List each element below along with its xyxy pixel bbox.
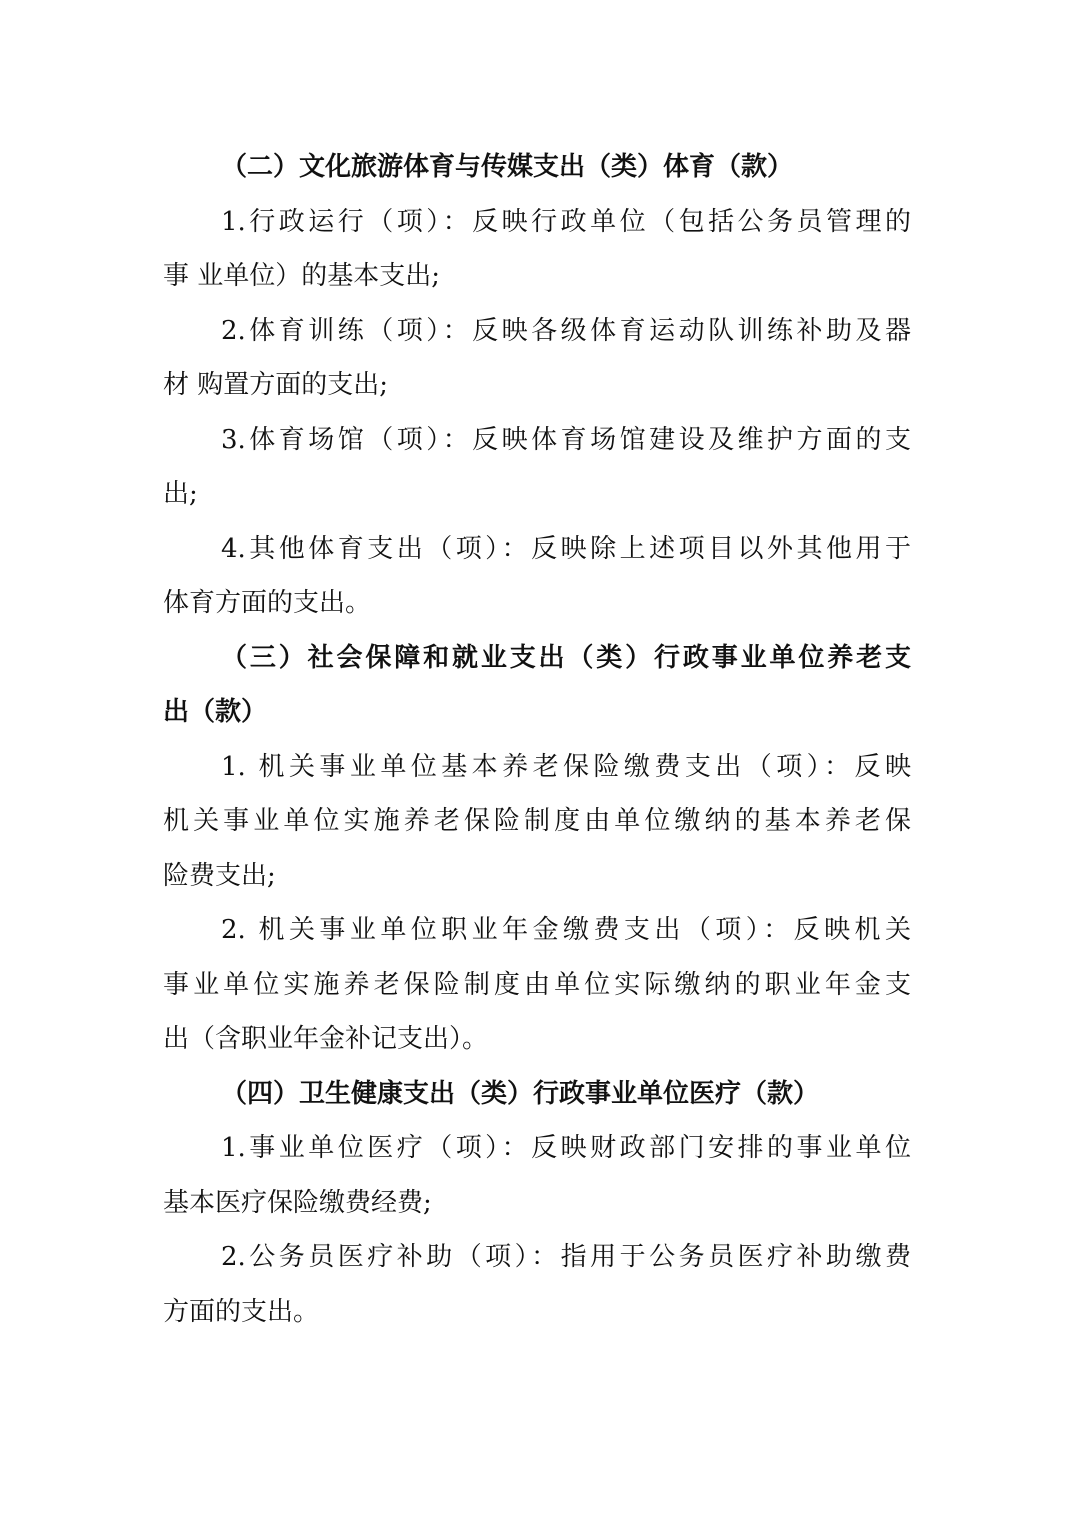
paragraph-line: 4.其他体育支出（项）：反映除上述项目以外其他用于 (221, 533, 911, 564)
document-page (163, 140, 911, 1339)
section-heading-line: （二）文化旅游体育与传媒支出（类）体育（款） (221, 152, 794, 182)
paragraph-line: 体育方面的支出。 (163, 588, 372, 618)
paragraph-line: 1.行政运行（项）：反映行政单位（包括公务员管理的 (221, 206, 911, 237)
paragraph-line: 事 业单位）的基本支出; (163, 261, 441, 291)
paragraph-line: 1.事业单位医疗（项）：反映财政部门安排的事业单位 (221, 1133, 911, 1163)
paragraph-line: 2.体育训练（项）：反映各级体育运动队训练补助及器 (221, 315, 911, 346)
paragraph-line: 事业单位实施养老保险制度由单位实际缴纳的职业年金支 (163, 969, 911, 1000)
paragraph-line: 险费支出; (163, 860, 276, 891)
paragraph-line: 3.体育场馆（项）：反映体育场馆建设及维护方面的支 (221, 424, 911, 455)
section-heading-line: （三）社会保障和就业支出（类）行政事业单位养老支 (221, 642, 911, 673)
section-heading-line: （四）卫生健康支出（类）行政事业单位医疗（款） (221, 1078, 820, 1109)
paragraph-line: 2.公务员医疗补助（项）：指用于公务员医疗补助缴费 (221, 1242, 911, 1272)
paragraph-line: 材 购置方面的支出; (163, 370, 389, 400)
paragraph-line: 1. 机关事业单位基本养老保险缴费支出（项）：反映 (221, 751, 911, 782)
section-heading-line: 出（款） (163, 697, 268, 727)
paragraph-line: 机关事业单位实施养老保险制度由单位缴纳的基本养老保 (163, 806, 911, 836)
paragraph-line: 方面的支出。 (163, 1296, 320, 1327)
paragraph-line: 出; (163, 479, 198, 509)
paragraph-line: 2. 机关事业单位职业年金缴费支出（项）：反映机关 (221, 915, 911, 945)
paragraph-line: 基本医疗保险缴费经费; (163, 1187, 432, 1218)
paragraph-line: 出（含职业年金补记支出）。 (163, 1024, 489, 1054)
